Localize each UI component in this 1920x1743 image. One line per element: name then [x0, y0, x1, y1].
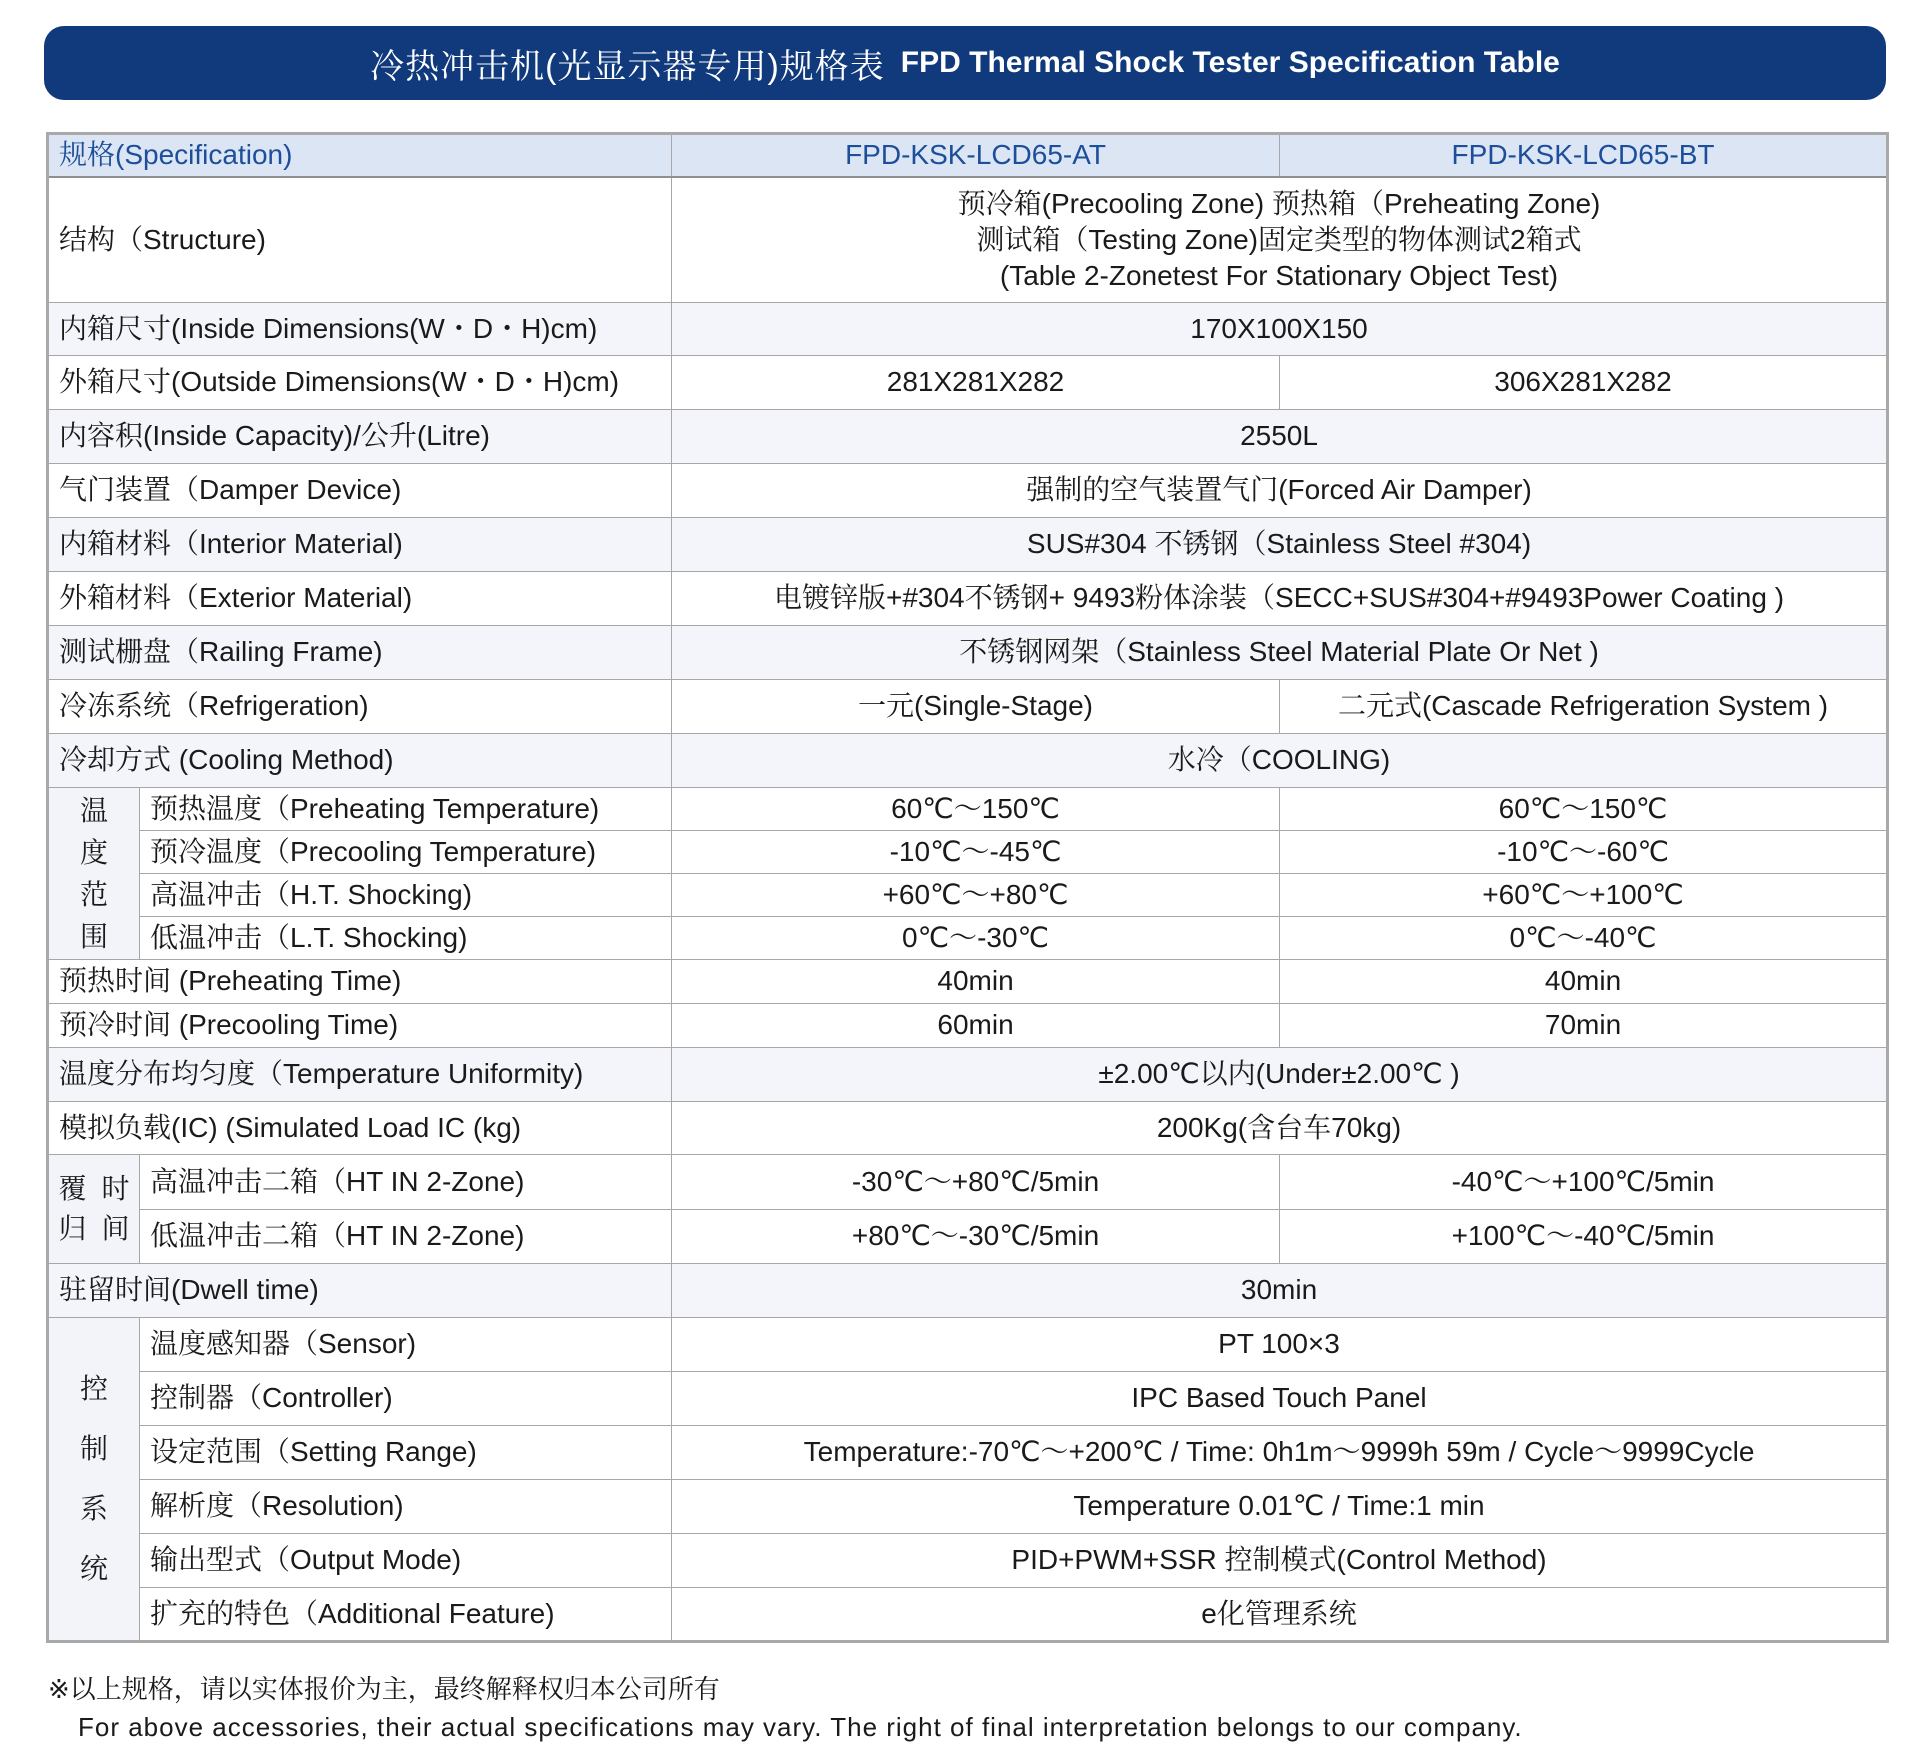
value-a: 一元(Single-Stage) — [672, 680, 1280, 734]
row-value: 强制的空气装置气门(Forced Air Damper) — [672, 464, 1888, 518]
recovery-group-label — [48, 1155, 140, 1264]
title-en: FPD Thermal Shock Tester Specification Table — [900, 46, 1560, 79]
value-b: 二元式(Cascade Refrigeration System ) — [1280, 680, 1888, 734]
value-a: 281X281X282 — [672, 356, 1280, 410]
group-char: 覆 — [58, 1172, 87, 1204]
value-b: 40min — [1280, 960, 1888, 1004]
structure-line-1: 预冷箱(Precooling Zone) 预热箱（Preheating Zone) — [957, 187, 1601, 219]
value-a: 0℃～-30℃ — [672, 917, 1280, 960]
row-value: Temperature:-70℃～+200℃ / Time: 0h1m～9999h 59m / Cycle～9999Cycle — [672, 1426, 1888, 1480]
row-label: 解析度（Resolution) — [140, 1480, 672, 1534]
row-damper — [48, 464, 1888, 518]
model-a-header: FPD-KSK-LCD65-AT — [672, 134, 1280, 177]
row-precooling-time — [48, 1004, 1888, 1048]
group-char: 归 — [58, 1213, 87, 1244]
value-b: -10℃～-60℃ — [1280, 831, 1888, 874]
group-char: 度 — [79, 836, 108, 868]
row-label: 温度分布均匀度（Temperature Uniformity) — [48, 1048, 672, 1102]
row-setting-range — [48, 1426, 1888, 1480]
row-label: 温度感知器（Sensor) — [140, 1318, 672, 1372]
row-value: SUS#304 不锈钢（Stainless Steel #304) — [672, 518, 1888, 572]
value-a: 60min — [672, 1004, 1280, 1048]
row-label: 冷却方式 (Cooling Method) — [48, 734, 672, 788]
row-label: 高温冲击（H.T. Shocking) — [140, 874, 672, 917]
row-value: 170X100X150 — [672, 303, 1888, 356]
value-a: 40min — [672, 960, 1280, 1004]
group-char: 制 — [79, 1433, 108, 1464]
row-structure — [48, 177, 1888, 303]
value-b: -40℃～+100℃/5min — [1280, 1155, 1888, 1210]
value-a: 60℃～150℃ — [672, 788, 1280, 831]
row-label: 测试栅盘（Railing Frame) — [48, 626, 672, 680]
row-precooling-temperature — [48, 831, 1888, 874]
row-railing-frame — [48, 626, 1888, 680]
row-label: 结构（Structure) — [48, 177, 672, 303]
row-value: IPC Based Touch Panel — [672, 1372, 1888, 1426]
value-a: -10℃～-45℃ — [672, 831, 1280, 874]
row-label: 内箱尺寸(Inside Dimensions(W・D・H)cm) — [48, 303, 672, 356]
row-ht-in-2-zone — [48, 1155, 1888, 1210]
value-a: +80℃～-30℃/5min — [672, 1209, 1280, 1264]
value-b: 60℃～150℃ — [1280, 788, 1888, 831]
footer-note-cn: ※以上规格，请以实体报价为主，最终解释权归本公司所有 — [48, 1674, 720, 1704]
structure-line-3: (Table 2-Zonetest For Stationary Object Test) — [999, 259, 1559, 291]
group-char: 时 — [101, 1172, 130, 1204]
row-resolution — [48, 1480, 1888, 1534]
row-label: 低温冲击二箱（HT IN 2-Zone) — [140, 1209, 672, 1264]
row-value: PID+PWM+SSR 控制模式(Control Method) — [672, 1534, 1888, 1588]
row-label: 低温冲击（L.T. Shocking) — [140, 917, 672, 960]
row-preheating-temperature — [48, 788, 1888, 831]
group-char: 范 — [79, 878, 108, 910]
model-b-header: FPD-KSK-LCD65-BT — [1280, 134, 1888, 177]
row-value: e化管理系统 — [672, 1588, 1888, 1642]
row-value: ±2.00℃以内(Under±2.00℃ ) — [672, 1048, 1888, 1102]
title-cn: 冷热冲击机(光显示器专用)规格表 — [370, 47, 885, 86]
row-value: 水冷（COOLING) — [672, 734, 1888, 788]
row-value: 30min — [672, 1264, 1888, 1318]
row-interior-material — [48, 518, 1888, 572]
footer-note-en: For above accessories, their actual specifications may vary. The right of final interpretation belongs to our company. — [78, 1712, 1523, 1742]
row-output-mode — [48, 1534, 1888, 1588]
spec-header-label: 规格(Specification) — [48, 134, 672, 177]
row-label: 模拟负载(IC) (Simulated Load IC (kg) — [48, 1102, 672, 1155]
header-row — [48, 134, 1888, 177]
row-label: 预冷温度（Precooling Temperature) — [140, 831, 672, 874]
group-char: 统 — [79, 1553, 108, 1584]
structure-line-2: 测试箱（Testing Zone)固定类型的物体测试2箱式 — [976, 223, 1582, 255]
value-b: +100℃～-40℃/5min — [1280, 1209, 1888, 1264]
row-label: 冷冻系统（Refrigeration) — [48, 680, 672, 734]
row-cooling-method — [48, 734, 1888, 788]
row-label: 预热时间 (Preheating Time) — [48, 960, 672, 1004]
control-group-label — [48, 1318, 140, 1642]
row-value: 200Kg(含台车70kg) — [672, 1102, 1888, 1155]
row-value: 2550L — [672, 410, 1888, 464]
value-b: +60℃～+100℃ — [1280, 874, 1888, 917]
footer-note — [48, 1669, 1523, 1743]
row-label: 驻留时间(Dwell time) — [48, 1264, 672, 1318]
value-a: +60℃～+80℃ — [672, 874, 1280, 917]
row-value: Temperature 0.01℃ / Time:1 min — [672, 1480, 1888, 1534]
group-char: 围 — [79, 920, 108, 952]
value-b: 0℃～-40℃ — [1280, 917, 1888, 960]
row-outside-dimensions — [48, 356, 1888, 410]
row-label: 外箱材料（Exterior Material) — [48, 572, 672, 626]
row-label: 内箱材料（Interior Material) — [48, 518, 672, 572]
row-simulated-load — [48, 1102, 1888, 1155]
group-char: 系 — [79, 1493, 108, 1524]
spec-table — [46, 132, 1889, 1643]
row-label: 控制器（Controller) — [140, 1372, 672, 1426]
group-char: 控 — [79, 1373, 108, 1404]
row-exterior-material — [48, 572, 1888, 626]
row-ht-shocking — [48, 874, 1888, 917]
temp-range-group-label — [48, 788, 140, 960]
group-char: 温 — [79, 794, 108, 826]
row-label: 气门装置（Damper Device) — [48, 464, 672, 518]
row-temperature-uniformity — [48, 1048, 1888, 1102]
row-inside-dimensions — [48, 303, 1888, 356]
row-dwell-time — [48, 1264, 1888, 1318]
row-capacity — [48, 410, 1888, 464]
row-lt-shocking — [48, 917, 1888, 960]
row-value: PT 100×3 — [672, 1318, 1888, 1372]
row-label: 输出型式（Output Mode) — [140, 1534, 672, 1588]
row-refrigeration — [48, 680, 1888, 734]
row-additional-feature — [48, 1588, 1888, 1642]
value-a: -30℃～+80℃/5min — [672, 1155, 1280, 1210]
row-preheating-time — [48, 960, 1888, 1004]
group-char: 间 — [101, 1213, 130, 1244]
row-sensor — [48, 1318, 1888, 1372]
row-controller — [48, 1372, 1888, 1426]
row-value — [672, 177, 1888, 303]
row-value: 电镀锌版+#304不锈钢+ 9493粉体涂装（SECC+SUS#304+#9493Power Coating ) — [672, 572, 1888, 626]
title-banner — [44, 26, 1886, 100]
row-label: 预热温度（Preheating Temperature) — [140, 788, 672, 831]
row-label: 设定范围（Setting Range) — [140, 1426, 672, 1480]
row-value: 不锈钢网架（Stainless Steel Material Plate Or Net ) — [672, 626, 1888, 680]
row-label: 外箱尺寸(Outside Dimensions(W・D・H)cm) — [48, 356, 672, 410]
row-label: 高温冲击二箱（HT IN 2-Zone) — [140, 1155, 672, 1210]
row-lt-in-2-zone — [48, 1209, 1888, 1264]
row-label: 内容积(Inside Capacity)/公升(Litre) — [48, 410, 672, 464]
row-label: 扩充的特色（Additional Feature) — [140, 1588, 672, 1642]
row-label: 预冷时间 (Precooling Time) — [48, 1004, 672, 1048]
value-b: 70min — [1280, 1004, 1888, 1048]
value-b: 306X281X282 — [1280, 356, 1888, 410]
